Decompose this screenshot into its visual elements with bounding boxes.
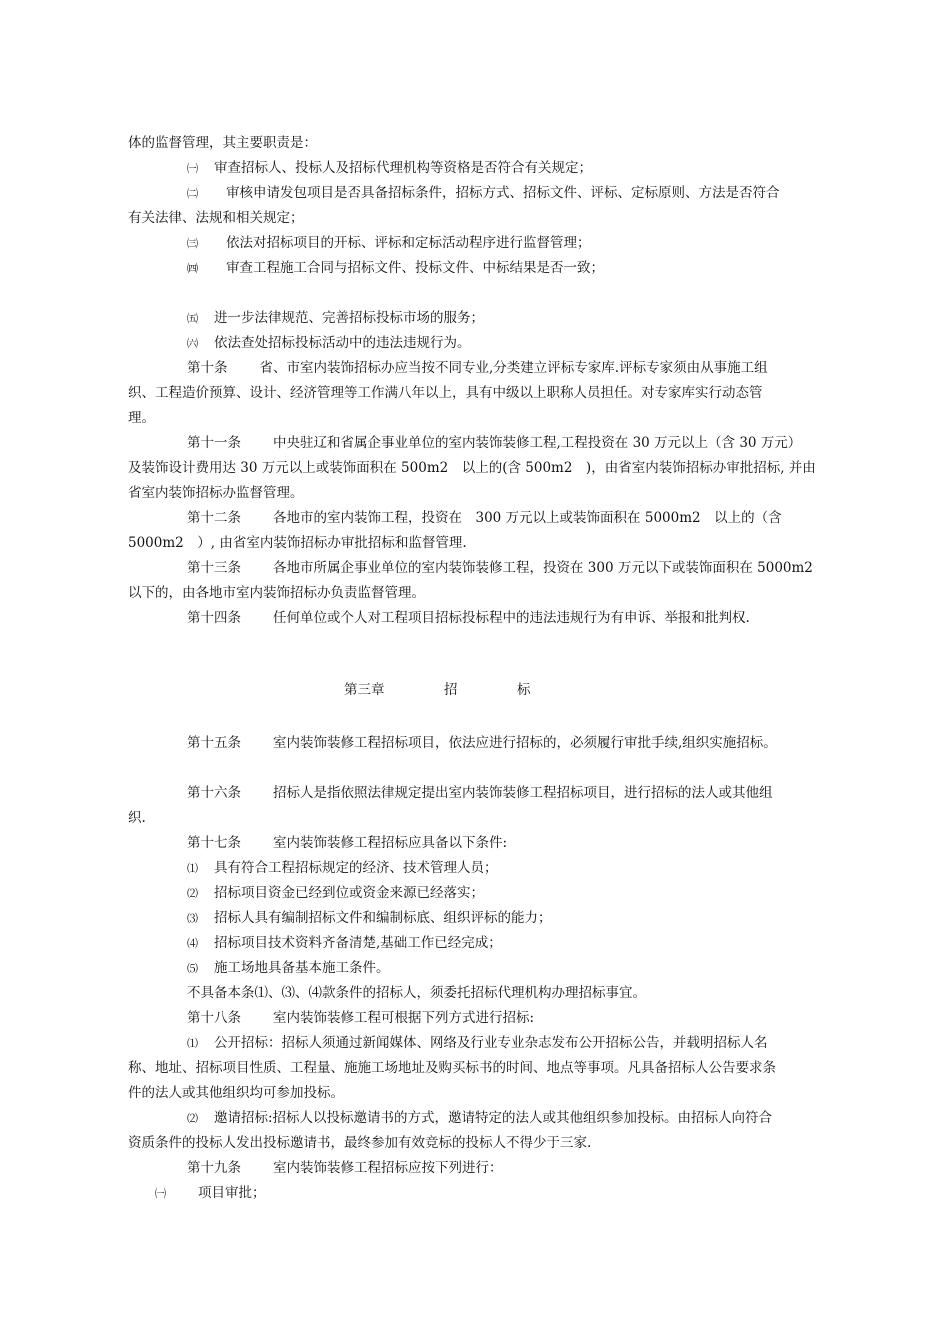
chapter-title-char-2: 标 — [517, 682, 531, 698]
text-line — [187, 333, 471, 354]
text-line — [187, 783, 773, 803]
list-marker: ⑵ — [187, 1112, 198, 1125]
text-line — [187, 433, 801, 453]
line-text: 省室内装饰招标办监督管理。 — [128, 485, 304, 501]
chapter-number: 第三章 — [344, 682, 385, 698]
line-text: 审核申请发包项目是否具备招标条件，招标方式、招标文件、评标、定标原则、方法是否符合 — [226, 185, 780, 201]
line-text: 5000m2 ）, 由省室内装饰招标办审批招标和监督管理. — [128, 535, 467, 551]
text-line — [187, 1158, 503, 1178]
chapter-title-char-1: 招 — [444, 682, 458, 698]
text-line — [187, 1008, 534, 1028]
line-text: 审查招标人、投标人及招标代理机构等资格是否符合有关规定； — [214, 160, 592, 176]
text-line — [128, 458, 816, 478]
list-marker: ㈤ — [187, 312, 198, 325]
article-number: 第十八条 — [187, 1010, 241, 1026]
line-text: 织、工程造价预算、设计、经济管理等工作满八年以上，具有中级以上职称人员担任。对专家库实行动态管 — [128, 385, 763, 401]
text-line — [128, 383, 763, 403]
text-line — [187, 883, 484, 904]
line-text: 招标人是指依照法律规定提出室内装饰装修工程招标项目，进行招标的法人或其他组 — [273, 785, 773, 801]
text-line — [187, 958, 390, 979]
line-text: 进一步法律规范、完善招标投标市场的服务； — [214, 310, 484, 326]
list-marker: ㈢ — [187, 237, 198, 250]
line-text: 各地市所属企事业单位的室内装饰装修工程，投资在 300 万元以下或装饰面积在 5000m2 — [273, 560, 813, 576]
text-line — [187, 308, 484, 329]
line-text: 施工场地具备基本施工条件。 — [214, 960, 390, 976]
line-text: 任何单位或个人对工程项目招标投标程中的违法违规行为有申诉、举报和批判权. — [273, 610, 750, 626]
line-text: 室内装饰装修工程招标项目，依法应进行招标的，必须履行审批手续,组织实施招标。 — [273, 735, 777, 751]
text-line — [187, 858, 498, 879]
line-text: 各地市的室内装饰工程，投资在 300 万元以上或装饰面积在 5000m2 以上的（含 — [273, 510, 782, 526]
line-text: 有关法律、法规和相关规定； — [128, 210, 304, 226]
list-marker: ㈥ — [187, 337, 198, 350]
line-text: 依法查处招标投标活动中的违法违规行为。 — [214, 335, 471, 351]
text-line — [128, 533, 467, 553]
list-marker: ⑴ — [187, 862, 198, 875]
list-marker: ⑶ — [187, 912, 198, 925]
text-line — [187, 933, 502, 954]
line-text: 招标人具有编制招标文件和编制标底、组织评标的能力； — [214, 910, 552, 926]
line-text: 室内装饰装修工程可根据下列方式进行招标: — [273, 1010, 535, 1026]
line-text: 不具备本条⑴、⑶、⑷款条件的招标人，须委托招标代理机构办理招标事宜。 — [187, 985, 646, 1001]
text-line — [128, 583, 425, 603]
line-text: 公开招标：招标人须通过新闻媒体、网络及行业专业杂志发布公开招标公告，并载明招标人名 — [214, 1035, 768, 1051]
line-text: 审查工程施工合同与招标文件、投标文件、中标结果是否一致； — [226, 260, 604, 276]
text-line — [187, 1108, 772, 1129]
list-marker: ㈡ — [187, 187, 198, 200]
line-text: 依法对招标项目的开标、评标和定标活动程序进行监督管理； — [226, 235, 591, 251]
line-text: 织. — [128, 810, 146, 826]
article-number: 第十条 — [187, 360, 228, 376]
text-line — [187, 258, 604, 279]
article-number: 第十一条 — [187, 435, 241, 451]
text-line — [187, 183, 780, 204]
article-number: 第十六条 — [187, 785, 241, 801]
text-line — [187, 833, 507, 853]
text-line — [187, 733, 777, 753]
text-line — [187, 508, 782, 528]
text-line — [128, 1083, 344, 1103]
line-text: 项目审批； — [198, 1185, 266, 1201]
text-line — [128, 408, 155, 428]
list-marker: ⑷ — [187, 937, 198, 950]
line-text: 室内装饰装修工程招标应具备以下条件: — [273, 835, 508, 851]
line-text: 中央驻辽和省属企事业单位的室内装饰装修工程,工程投资在 30 万元以上（含 30 万元） — [273, 435, 802, 451]
text-line — [128, 208, 304, 228]
line-text: 理。 — [128, 410, 155, 426]
article-number: 第十七条 — [187, 835, 241, 851]
article-number: 第十三条 — [187, 560, 241, 576]
text-line — [155, 1183, 266, 1204]
line-text: 室内装饰装修工程招标应按下列进行： — [273, 1160, 503, 1176]
text-line — [128, 1058, 776, 1078]
list-marker: ⑵ — [187, 887, 198, 900]
text-line — [128, 808, 146, 828]
list-marker: ㈣ — [187, 262, 198, 275]
line-text: 以下的，由各地市室内装饰招标办负责监督管理。 — [128, 585, 425, 601]
list-marker: ⑸ — [187, 962, 198, 975]
text-line — [128, 483, 304, 503]
text-line — [128, 1133, 591, 1153]
line-text: 资质条件的投标人发出投标邀请书，最终参加有效竞标的投标人不得少于三家. — [128, 1135, 592, 1151]
text-line — [128, 133, 317, 153]
text-line — [187, 358, 768, 378]
article-number: 第十二条 — [187, 510, 241, 526]
text-line — [187, 158, 592, 179]
text-line — [187, 558, 813, 578]
line-text: 招标项目资金已经到位或资金来源已经落实； — [214, 885, 484, 901]
line-text: 及装饰设计费用达 30 万元以上或装饰面积在 500m2 以上的(含 500m2 )，由省室内装饰招标办审批招标, 并由 — [128, 460, 816, 476]
line-text: 件的法人或其他组织均可参加投标。 — [128, 1085, 344, 1101]
article-number: 第十五条 — [187, 735, 241, 751]
list-marker: ㈠ — [187, 162, 198, 175]
line-text: 省、市室内装饰招标办应当按不同专业,分类建立评标专家库.评标专家须由从事施工组 — [259, 360, 768, 376]
line-text: 邀请招标:招标人以投标邀请书的方式，邀请特定的法人或其他组织参加投标。由招标人向符合 — [214, 1110, 773, 1126]
text-line — [187, 608, 750, 628]
list-marker: ⑴ — [187, 1037, 198, 1050]
text-line — [187, 908, 552, 929]
line-text: 具有符合工程招标规定的经济、技术管理人员； — [214, 860, 498, 876]
list-marker: ㈠ — [155, 1187, 166, 1200]
text-line — [187, 983, 646, 1003]
text-line — [187, 233, 591, 254]
text-line — [187, 1033, 768, 1054]
article-number: 第十四条 — [187, 610, 241, 626]
line-text: 招标项目技术资料齐备清楚,基础工作已经完成； — [214, 935, 502, 951]
line-text: 称、地址、招标项目性质、工程量、施施工场地址及购买标书的时间、地点等事项。凡具备招标人公告要求条 — [128, 1060, 776, 1076]
article-number: 第十九条 — [187, 1160, 241, 1176]
line-text: 体的监督管理，其主要职责是： — [128, 135, 317, 151]
